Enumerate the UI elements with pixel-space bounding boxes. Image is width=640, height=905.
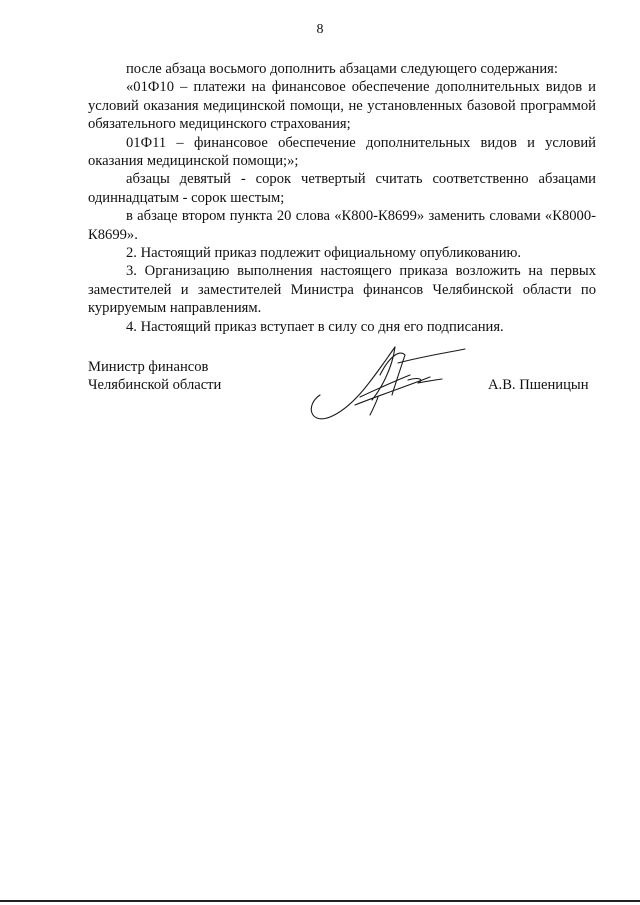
paragraph: абзацы девятый - сорок четвертый считать соответственно абзацами одиннадцатым - сорок шестым; bbox=[88, 171, 596, 206]
signatory-position bbox=[88, 358, 221, 395]
bottom-edge-rule bbox=[0, 900, 640, 902]
handwritten-signature bbox=[300, 335, 470, 430]
paragraph: в абзаце втором пункта 20 слова «К800-К8699» заменить словами «К8000-К8699». bbox=[88, 208, 596, 243]
paragraph: 2. Настоящий приказ подлежит официальному опубликованию. bbox=[126, 245, 522, 262]
position-line: Челябинской области bbox=[88, 377, 222, 394]
paragraph: 4. Настоящий приказ вступает в силу со дня его подписания. bbox=[126, 318, 504, 335]
page-number: 8 bbox=[316, 22, 324, 37]
signatory-name: А.В. Пшеницын bbox=[488, 377, 589, 393]
paragraph: 3. Организацию выполнения настоящего приказа возложить на первых заместителей и заместителей Министра финансов Челябинской области по курируемым направлениям. bbox=[88, 263, 596, 317]
document-body bbox=[88, 60, 596, 336]
paragraph: после абзаца восьмого дополнить абзацами следующего содержания: bbox=[126, 61, 558, 77]
position-line: Министр финансов bbox=[88, 359, 209, 375]
paragraph: 01Ф11 – финансовое обеспечение дополнительных видов и условий оказания медицинской помощи;»; bbox=[88, 134, 596, 170]
paragraph: «01Ф10 – платежи на финансовое обеспечение дополнительных видов и условий оказания медицинской помощи, не установленных базовой программой обязательного медицинского страхования; bbox=[88, 79, 596, 133]
